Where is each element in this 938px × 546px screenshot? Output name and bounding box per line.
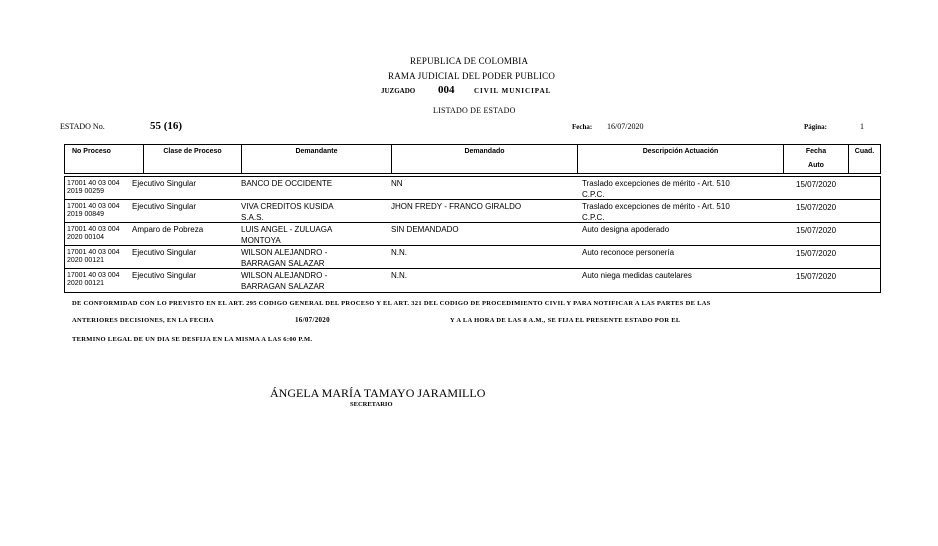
signature-name: ÁNGELA MARÍA TAMAYO JARAMILLO <box>270 386 486 400</box>
demandado: N.N. <box>391 271 407 280</box>
demandante-cont: BARRAGAN SALAZAR <box>241 259 325 268</box>
legal-text-date: 16/07/2020 <box>295 316 330 324</box>
descripcion: Traslado excepciones de mérito - Art. 510 <box>582 202 730 211</box>
descripcion: Auto designa apoderado <box>582 225 670 234</box>
header-juzgado-number: 004 <box>438 84 455 96</box>
header-juzgado-label: JUZGADO <box>381 87 416 95</box>
table-row <box>65 269 880 292</box>
col-clase-proceso: Clase de Proceso <box>163 148 222 155</box>
fecha-value: 16/07/2020 <box>607 122 644 131</box>
demandante: BANCO DE OCCIDENTE <box>241 179 333 188</box>
col-cuad: Cuad. <box>854 148 875 155</box>
legal-text-line3: TERMINO LEGAL DE UN DIA SE DESFIJA EN LA MISMA A LAS 6:00 P.M. <box>72 336 313 343</box>
demandante-cont: MONTOYA <box>241 236 281 245</box>
header-rama: RAMA JUDICIAL DEL PODER PUBLICO <box>388 71 556 81</box>
col-no-proceso: No Proceso <box>72 148 111 155</box>
descripcion: Auto reconoce personería <box>582 248 675 257</box>
legal-text-line1: DE CONFORMIDAD CON LO PREVISTO EN EL ART. 295 CODIGO GENERAL DEL PROCESO Y EL ART. 321 DEL CODIGO DE PROCEDIMIENTO CIVIL Y PARA NOTIFICAR A LAS PARTES DE LAS <box>72 300 711 307</box>
demandante-cont: S.A.S. <box>241 213 264 222</box>
clase-proceso: Amparo de Pobreza <box>132 225 204 234</box>
header-republica: REPUBLICA DE COLOMBIA <box>410 56 529 66</box>
descripcion: Auto niega medidas cautelares <box>582 271 692 280</box>
col-descripcion: Descripción Actuación <box>642 148 719 155</box>
signature-role: SECRETARIO <box>350 401 393 408</box>
fecha-auto: 15/07/2020 <box>796 249 837 258</box>
proceso-year: 2020 00121 <box>67 257 104 264</box>
proceso-year: 2019 00849 <box>67 211 104 218</box>
clase-proceso: Ejecutivo Singular <box>132 271 197 280</box>
legal-text-line2b: Y A LA HORA DE LAS 8 A.M., SE FIJA EL PRESENTE ESTADO POR EL <box>450 317 681 324</box>
descripcion: Traslado excepciones de mérito - Art. 510 <box>582 179 730 188</box>
clase-proceso: Ejecutivo Singular <box>132 202 197 211</box>
col-demandante: Demandante <box>295 148 338 155</box>
demandado: JHON FREDY - FRANCO GIRALDO <box>391 202 522 211</box>
estado-label: ESTADO No. <box>60 122 105 131</box>
table-row <box>65 246 880 269</box>
demandado: N.N. <box>391 248 407 257</box>
fecha-auto: 15/07/2020 <box>796 203 837 212</box>
proceso-number: 17001 40 03 004 <box>67 249 120 256</box>
clase-proceso: Ejecutivo Singular <box>132 179 197 188</box>
proceso-year: 2019 00259 <box>67 188 104 195</box>
descripcion-cont: C.P.C. <box>582 190 605 199</box>
descripcion-cont: C.P.C. <box>582 213 605 222</box>
demandante: LUIS ANGEL - ZULUAGA <box>241 225 333 234</box>
demandante: WILSON ALEJANDRO - <box>241 271 328 280</box>
proceso-year: 2020 00121 <box>67 280 104 287</box>
demandante-cont: BARRAGAN SALAZAR <box>241 282 325 291</box>
fecha-auto: 15/07/2020 <box>796 226 837 235</box>
demandado: NN <box>391 179 403 188</box>
clase-proceso: Ejecutivo Singular <box>132 248 197 257</box>
demandado: SIN DEMANDADO <box>391 225 459 234</box>
fecha-auto: 15/07/2020 <box>796 272 837 281</box>
proceso-year: 2020 00104 <box>67 234 104 241</box>
fecha-label: Fecha: <box>572 123 593 131</box>
pagina-value: 1 <box>860 122 864 131</box>
table-row <box>65 223 880 246</box>
col-demandado: Demandado <box>464 148 505 155</box>
table-header <box>64 144 881 174</box>
estado-value: 55 (16) <box>150 120 183 132</box>
proceso-number: 17001 40 03 004 <box>67 272 120 279</box>
fecha-auto: 15/07/2020 <box>796 180 837 189</box>
legal-text-line2a: ANTERIORES DECISIONES, EN LA FECHA <box>72 317 214 324</box>
col-auto: Auto <box>808 162 824 169</box>
demandante: VIVA CREDITOS KUSIDA <box>241 202 334 211</box>
table-row <box>65 200 880 223</box>
col-fecha: Fecha <box>805 148 827 155</box>
table-body <box>64 176 881 293</box>
proceso-number: 17001 40 03 004 <box>67 226 120 233</box>
demandante: WILSON ALEJANDRO - <box>241 248 328 257</box>
proceso-number: 17001 40 03 004 <box>67 203 120 210</box>
table-row <box>65 177 880 200</box>
proceso-number: 17001 40 03 004 <box>67 180 120 187</box>
header-listado: LISTADO DE ESTADO <box>433 106 516 115</box>
pagina-label: Página: <box>804 123 827 131</box>
header-juzgado-type: CIVIL MUNICIPAL <box>474 87 552 95</box>
